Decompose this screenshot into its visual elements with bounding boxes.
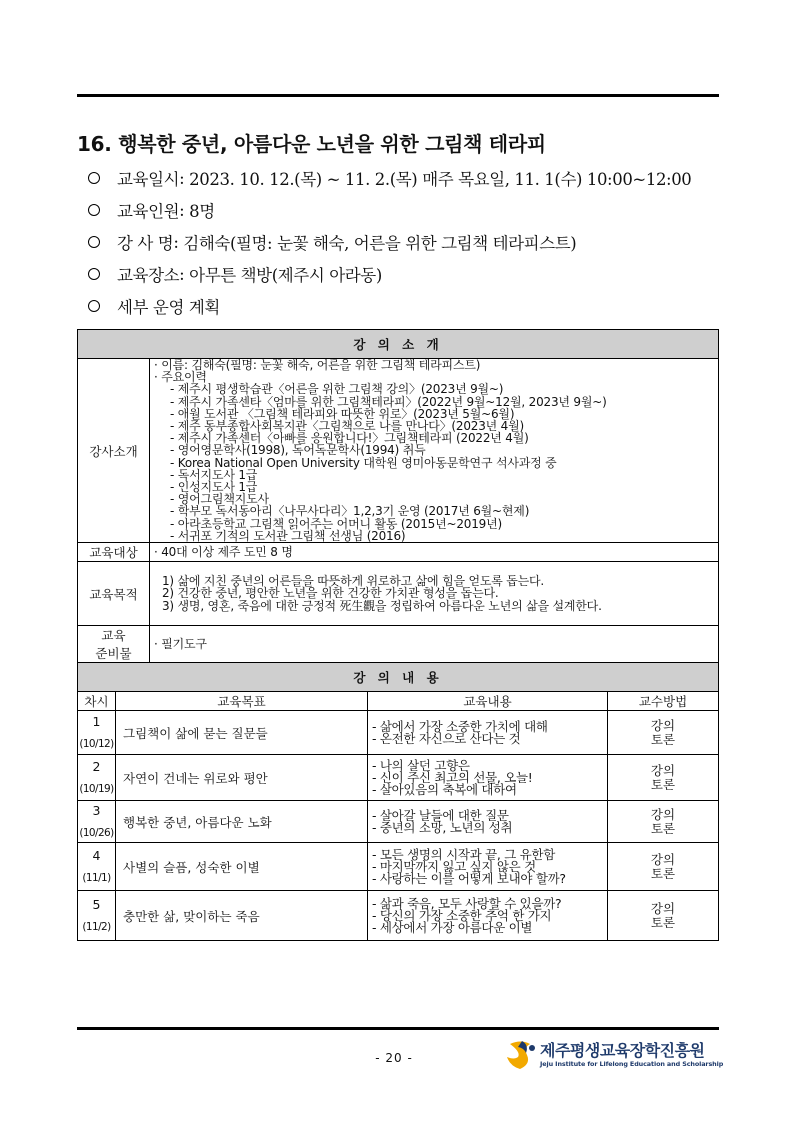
career-item: - 애월 도서관 〈그림책 테라피와 따뜻한 위로〉(2023년 5월~6월) bbox=[170, 406, 515, 421]
circle-bullet-icon bbox=[88, 236, 100, 248]
institute-logo bbox=[504, 1036, 724, 1076]
purpose-list bbox=[150, 562, 719, 626]
session-method: 강의 토론 bbox=[608, 801, 719, 843]
materials-label: 교육 준비물 bbox=[78, 626, 150, 663]
session-goal: 자연이 건네는 위로와 평안 bbox=[116, 755, 368, 801]
circle-bullet-icon bbox=[88, 204, 100, 216]
session-content: - 나의 살던 고향은 - 신이 주신 최고의 선물, 오늘! - 살아있음의 축복에 대하여 bbox=[368, 755, 608, 801]
career-item: - Korea National Open University 대학원 영미아동문학연구 석사과정 중 bbox=[170, 455, 557, 470]
session-number: 4 (11/1) bbox=[78, 843, 116, 891]
info-plan bbox=[88, 290, 728, 322]
info-schedule: 교육일시 : 2023. 10. 12.(목) ~ 11. 2.(목) 매주 목요일, 11. 1(수) 10:00~12:00 bbox=[88, 162, 728, 194]
top-rule bbox=[77, 94, 719, 97]
page-number: - 20 - bbox=[375, 1051, 413, 1065]
career-item: - 서귀포 기적의 도서관 그림책 선생님 (2016) bbox=[170, 528, 406, 543]
column-header: 차시 bbox=[78, 692, 116, 711]
session-method: 강의 토론 bbox=[608, 891, 719, 941]
instructor-name: · 이름: 김해숙(필명: 눈꽃 해숙, 어른을 위한 그림책 테라피스트) bbox=[154, 358, 481, 372]
career-item: - 제주시 평생학습관〈어른을 위한 그림책 강의〉(2023년 9월~) bbox=[170, 382, 504, 397]
session-row bbox=[78, 711, 719, 755]
info-venue: 교육장소 : 아무튼 책방(제주시 아라동) bbox=[88, 258, 728, 290]
session-goal: 행복한 중년, 아름다운 노화 bbox=[116, 801, 368, 843]
institute-emblem-icon bbox=[504, 1036, 538, 1072]
column-header: 교육내용 bbox=[368, 692, 608, 711]
session-row bbox=[78, 755, 719, 801]
session-row bbox=[78, 843, 719, 891]
purpose-item: 3) 생명, 영혼, 죽음에 대한 긍정적 死生觀을 정립하여 아름다운 노년의 삶을 설계한다. bbox=[162, 598, 602, 613]
info-value: 아무튼 책방(제주시 아라동) bbox=[189, 266, 382, 285]
info-label: 교육인원 bbox=[117, 202, 180, 221]
info-value: 김해숙(필명: 눈꽃 해숙, 어른을 위한 그림책 테라피스트) bbox=[183, 234, 577, 253]
info-headcount: 교육인원 : 8명 bbox=[88, 194, 728, 226]
operation-plan-table bbox=[77, 329, 719, 941]
purpose-item: 2) 건강한 중년, 평안한 노년을 위한 건강한 가치관 형성을 돕는다. bbox=[162, 586, 499, 601]
career-heading: · 주요이력 bbox=[154, 370, 207, 385]
instructor-profile bbox=[150, 359, 719, 543]
session-date: (10/26) bbox=[79, 826, 114, 839]
career-item: - 독서지도사 1급 bbox=[170, 467, 258, 482]
session-goal: 충만한 삶, 맞이하는 죽음 bbox=[116, 891, 368, 941]
purpose-label: 교육목적 bbox=[78, 562, 150, 626]
info-label: 강 사 명 bbox=[117, 234, 174, 253]
career-item: - 아라초등학교 그림책 읽어주는 어머니 활동 (2015년~2019년) bbox=[170, 516, 502, 531]
session-method: 강의 토론 bbox=[608, 755, 719, 801]
institute-name-ko: 제주평생교육장학진흥원 bbox=[540, 1041, 705, 1060]
session-number: 2 (10/19) bbox=[78, 755, 116, 801]
session-row bbox=[78, 801, 719, 843]
session-date: (10/19) bbox=[79, 782, 114, 795]
info-label: 교육일시 bbox=[117, 170, 180, 189]
session-date: (10/12) bbox=[79, 737, 114, 750]
career-item: - 제주시 가족센타〈엄마를 위한 그림책테라피〉(2022년 9월~12월, 2023년 9월~) bbox=[170, 394, 607, 409]
session-content: - 삶과 죽음, 모두 사랑할 수 있을까? - 당신의 가장 소중한 추억 한 가지 - 세상에서 가장 아름다운 이별 bbox=[368, 891, 608, 941]
intro-section-header: 강 의 소 개 bbox=[78, 330, 719, 359]
section-title: 16. 행복한 중년, 아름다운 노년을 위한 그림책 테라피 bbox=[77, 132, 546, 156]
career-item: - 학부모 독서동아리〈나무사다리〉1,2,3기 운영 (2017년 6월~현제) bbox=[170, 504, 530, 519]
session-goal: 그림책이 삶에 묻는 질문들 bbox=[116, 711, 368, 755]
circle-bullet-icon bbox=[88, 172, 100, 184]
session-number: 1 (10/12) bbox=[78, 711, 116, 755]
institute-name-en: Jeju Institute for Lifelong Education and Scholarship bbox=[540, 1060, 724, 1068]
career-item: - 제주시 가족센터〈아빠를 응원합니다!〉그림책테라피 (2022년 4월) bbox=[170, 431, 529, 446]
info-value: 세부 운영 계획 bbox=[117, 298, 220, 317]
instructor-label: 강사소개 bbox=[78, 359, 150, 543]
column-header: 교수방법 bbox=[608, 692, 719, 711]
session-date: (11/2) bbox=[82, 920, 111, 933]
circle-bullet-icon bbox=[88, 268, 100, 280]
career-item: - 제주 동부종합사회복지관〈그림책으로 나를 만나다〉(2023년 4월) bbox=[170, 419, 524, 434]
target-label: 교육대상 bbox=[78, 543, 150, 562]
content-section-header: 강 의 내 용 bbox=[78, 663, 719, 692]
info-label: 교육장소 bbox=[117, 266, 180, 285]
session-content: - 모든 생명의 시작과 끝, 그 유한함 - 마지막까지 잃고 싶지 않은 것 - 사랑하는 이를 어떻게 보내야 할까? bbox=[368, 843, 608, 891]
session-number: 3 (10/26) bbox=[78, 801, 116, 843]
career-item: - 영어그림책지도사 bbox=[170, 492, 269, 507]
bottom-rule bbox=[77, 1027, 719, 1030]
session-row bbox=[78, 891, 719, 941]
session-method: 강의 토론 bbox=[608, 843, 719, 891]
info-instructor: 강 사 명 : 김해숙(필명: 눈꽃 해숙, 어른을 위한 그림책 테라피스트) bbox=[88, 226, 728, 258]
session-content: - 살아갈 날들에 대한 질문 - 중년의 소망, 노년의 성취 bbox=[368, 801, 608, 843]
career-item: - 영어영문학사(1998), 독어독문학사(1994) 취득 bbox=[170, 443, 426, 458]
purpose-item: 1) 삶에 지친 중년의 어른들을 따뜻하게 위로하고 삶에 힘을 얻도록 돕는다. bbox=[162, 574, 545, 589]
session-content: - 삶에서 가장 소중한 가치에 대해 - 온전한 자신으로 산다는 것 bbox=[368, 711, 608, 755]
session-number: 5 (11/2) bbox=[78, 891, 116, 941]
info-value: 8명 bbox=[189, 202, 215, 221]
column-header: 교육목표 bbox=[116, 692, 368, 711]
info-value: 2023. 10. 12.(목) ~ 11. 2.(목) 매주 목요일, 11. 1(수) 10:00~12:00 bbox=[189, 170, 692, 189]
career-item: - 인성지도사 1급 bbox=[170, 480, 258, 495]
materials-value: · 필기도구 bbox=[150, 626, 719, 663]
target-value: · 40대 이상 제주 도민 8 명 bbox=[150, 543, 719, 562]
overview-list bbox=[88, 162, 728, 322]
session-method: 강의 토론 bbox=[608, 711, 719, 755]
circle-bullet-icon bbox=[88, 300, 100, 312]
content-column-headers bbox=[78, 692, 719, 711]
session-date: (11/1) bbox=[82, 871, 111, 884]
session-goal: 사별의 슬픔, 성숙한 이별 bbox=[116, 843, 368, 891]
